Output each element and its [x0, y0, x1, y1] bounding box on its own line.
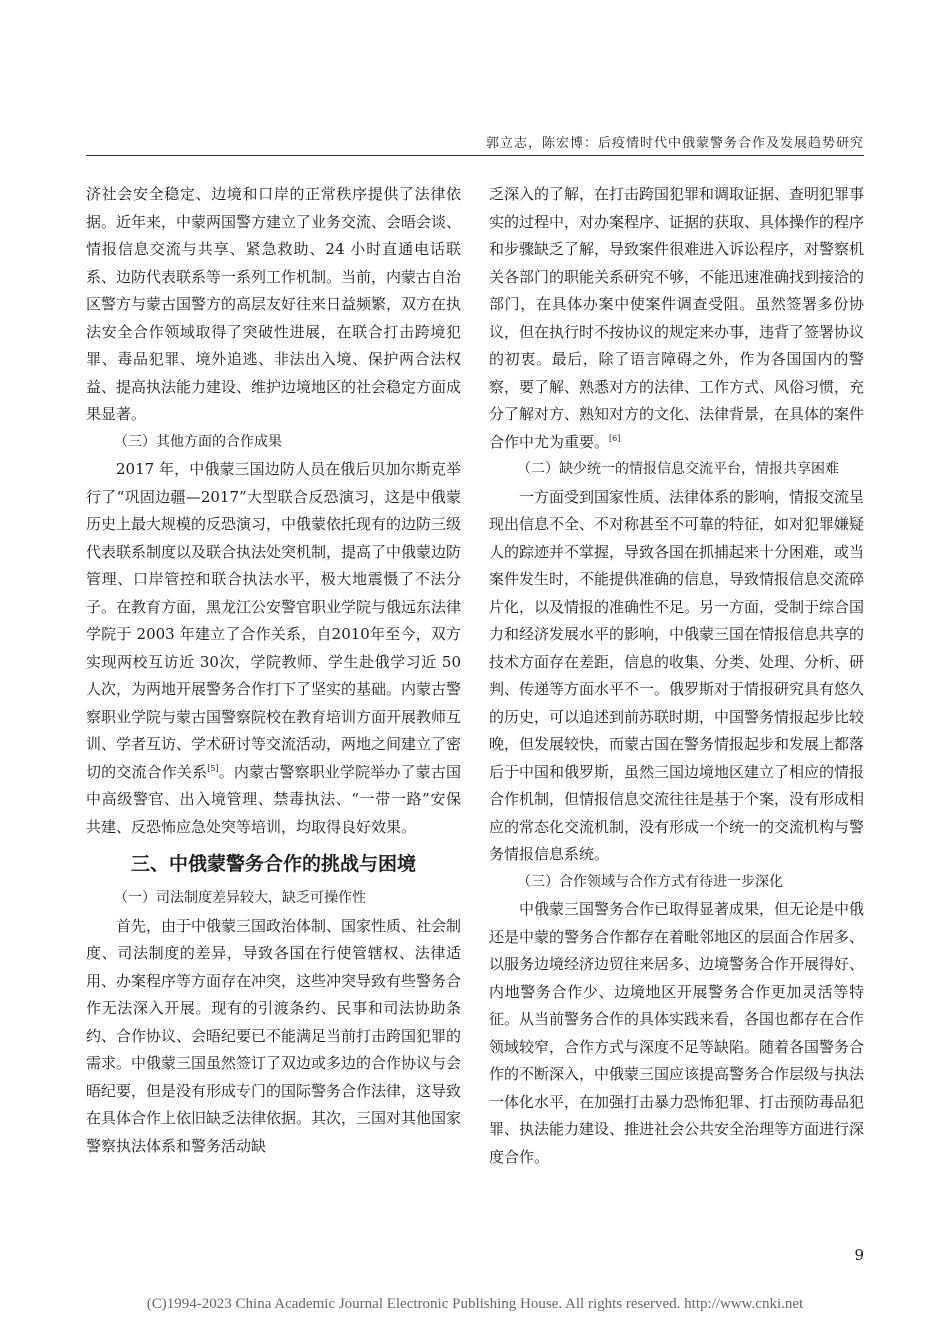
subsection-heading: （三）合作领域与合作方式有待进一步深化: [517, 873, 783, 890]
citation-ref[interactable]: [6]: [609, 433, 621, 443]
paragraph: [86, 456, 461, 841]
section-heading: 三、中俄蒙警务合作的挑战与困境: [130, 853, 416, 875]
paragraph: 济社会安全稳定、边境和口岸的正常秩序提供了法律依据。近年来，中蒙两国警方建立了业务交流、会晤会谈、情报信息交流与共享、紧急救助、24 小时直通电话联系、边防代表联系等一系列工作机制。当前，内蒙古自治区警方与蒙古国警方的高层友好往来日益频繁，双方在执法安全合作领域取得了突破性进展，在联合打击跨境犯罪、毒品犯罪、境外追逃、非法出入境、保护两合法权益、提高执法能力建设、维护边境地区的社会稳定方面成果显著。: [86, 185, 462, 423]
right-column: [489, 181, 864, 1171]
subsection-heading: （二）缺少统一的情报信息交流平台，情报共享困难: [517, 461, 839, 477]
paragraph: 中俄蒙三国警务合作已取得显著成果，但无论是中俄还是中蒙的警务合作都存在着毗邻地区的层面合作居多、以服务边境经济边贸往来居多、边境警务合作开展得好、内地警务合作少、边境地区开展警务合作更加灵活等特征。从当前警务合作的具体实践来看，各国也都存在合作领域较窄，合作方式与深度不足等缺陷。随着各国警务合作的不断深入，中俄蒙三国应该提高警务合作层级与执法一体化水平，在加强打击暴力恐怖犯罪、打击预防毒品犯罪、执法能力建设、推进社会公共安全治理等方面进行深度合作。: [489, 900, 865, 1166]
copyright-footer: (C)1994-2023 China Academic Journal Electronic Publishing House. All rights reserved. http://www.cnki.net: [146, 1296, 804, 1312]
subsection-heading: （一）司法制度差异较大，缺乏可操作性: [114, 890, 366, 906]
subsection-heading: （三）其他方面的合作成果: [114, 433, 282, 450]
page-number: 9: [854, 1246, 864, 1264]
paragraph: 一方面受到国家性质、法律体系的影响，情报交流呈现出信息不全、不对称甚至不可靠的特征，如对犯罪嫌疑人的踪迹并不掌握，导致各国在抓捕起来十分困难，或当案件发生时，不能提供准确的信息，导致情报信息交流碎片化，以及情报的准确性不足。另一方面，受制于综合国力和经济发展水平的影响，中俄蒙三国在情报信息共享的技术方面存在差距，信息的收集、分类、处理、分析、研判、传递等方面水平不一。俄罗斯对于情报研究具有悠久的历史，可以追述到前苏联时期，中国警务情报起步比较晚，但发展较快，而蒙古国在警务情报起步和发展上都落后于中国和俄罗斯，虽然三国边境地区建立了相应的情报合作机制，但情报信息交流往往是基于个案，没有形成相应的常态化交流机制，没有形成一个统一的交流机构与警务情报信息系统。: [489, 487, 865, 863]
paragraph-text: 乏深入的了解，在打击跨国犯罪和调取证据、查明犯罪事实的过程中，对办案程序、证据的获取、具体操作的程序和步骤缺乏了解，导致案件很难进入诉讼程序，对警察机关各部门的职能关系研究不够，不能迅速准确找到接洽的部门，在具体办案中使案件调查受阻。虽然签署多份协议，但在执行时不按协议的规定来办事，违背了签署协议的初衷。最后，除了语言障碍之外，作为各国国内的警察，要了解、熟悉对方的法律、工作方式、风俗习惯，充分了解对方、熟知对方的文化、法律背景，在具体的案件合作中尤为重要。: [489, 185, 865, 451]
paragraph: 首先，由于中俄蒙三国政治体制、国家性质、社会制度、司法制度的差异，导致各国在行使管辖权、法律适用、办案程序等方面存在冲突，这些冲突导致有些警务合作无法深入开展。现有的引渡条约、民事和司法协助条约、合作协议、会晤纪要已不能满足当前打击跨国犯罪的需求。中俄蒙三国虽然签订了双边或多边的合作协议与会晤纪要，但是没有形成专门的国际警务合作法律，这导致在具体合作上依旧缺乏法律依据。其次，三国对其他国家警察执法体系和警务活动缺: [86, 916, 462, 1155]
paragraph: [489, 181, 864, 456]
header-rule: [86, 155, 864, 156]
left-column: [86, 181, 461, 1160]
running-header: 郭立志，陈宏博：后疫情时代中俄蒙警务合作及发展趋势研究: [485, 136, 864, 151]
citation-ref[interactable]: [5]: [207, 763, 219, 773]
paragraph-text: 。内蒙古警察职业学院举办了蒙古国中高级警官、出入境管理、禁毒执法、“一带一路”安保共建、反恐怖应急处突等培训，均取得良好效果。: [86, 762, 461, 836]
paragraph-text: 2017 年，中俄蒙三国边防人员在俄后贝加尔斯克举行了“巩固边疆—2017”大型联合反恐演习，这是中俄蒙历史上最大规模的反恐演习，中俄蒙依托现有的边防三级代表联系制度以及联合执法处突机制，提高了中俄蒙边防管理、口岸管控和联合执法水平，极大地震慑了不法分子。在教育方面，黑龙江公安警官职业学院与俄远东法律学院于 2003 年建立了合作关系，自2010年至今，双方实现两校互访近 30次，学院教师、学生赴俄学习近 50 人次，为两地开展警务合作打下了坚实的基础。内蒙古警察职业学院与蒙古国警察院校在教育培训方面开展教师互训、学者互访、学术研讨等交流活动，两地之间建立了密切的交流合作关系: [86, 460, 462, 781]
